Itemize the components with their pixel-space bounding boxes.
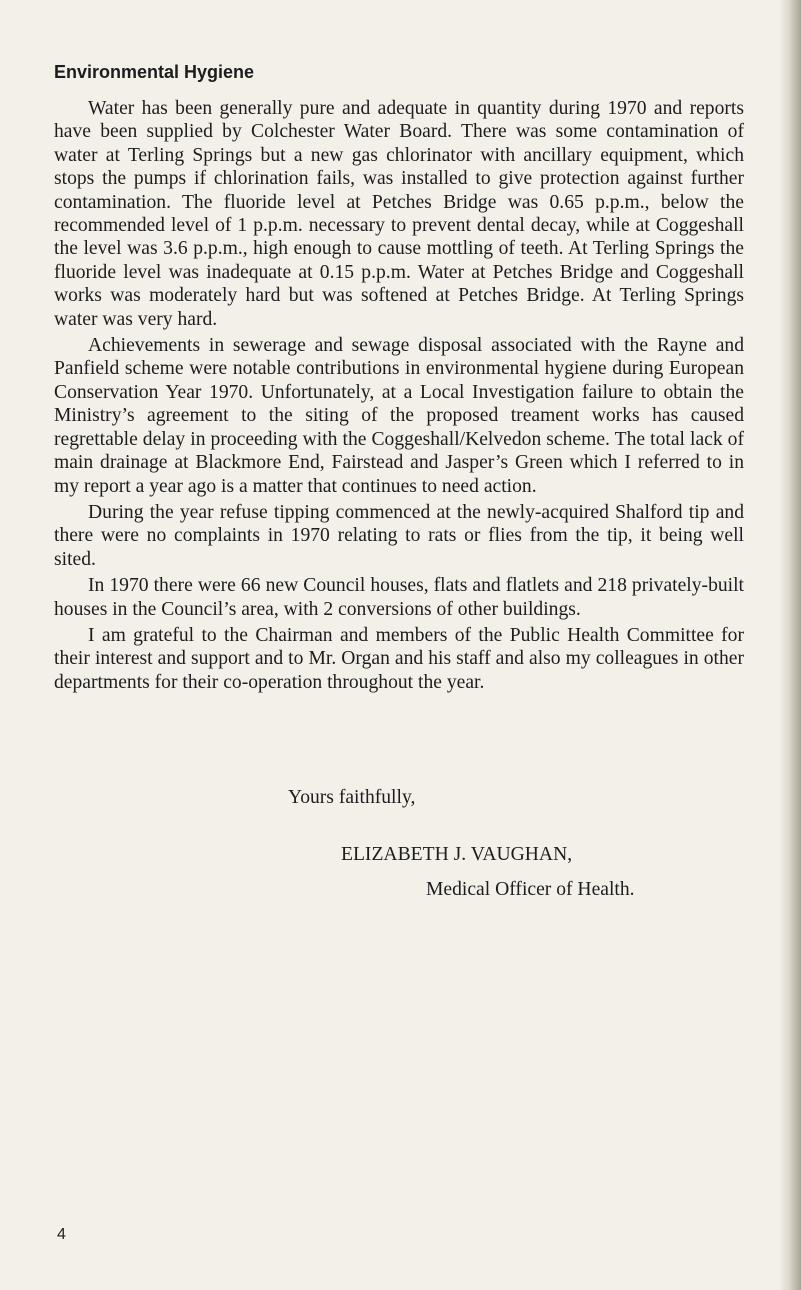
paragraph-water-supply: Water has been generally pure and adequate in quantity during 1970 and reports have been supplied by Colchester Water Board. There was some contamination of water at Terling Springs but a new gas chlorinator with ancillary equipment, which stops the pumps if chlorination fails, was installed to give protection against further contamination. The fluoride level at Petches Bridge was 0.65 p.p.m., below the recommended level of 1 p.p.m. necessary to prevent dental decay, while at Coggeshall the level was 3.6 p.p.m., high enough to cause mottling of teeth. At Terling Springs the fluoride level was inadequate at 0.15 p.p.m. Water at Petches Bridge and Coggeshall works was moderately hard but was softened at Petches Bridge. At Terling Springs water was very hard. [54, 98, 744, 330]
page-number: 4 [57, 1226, 66, 1243]
paragraph-acknowledgements: I am grateful to the Chairman and members of the Public Health Committee for their interest and support and to Mr. Organ and his staff and also my colleagues in other departments for their co-operation throughout the year. [54, 624, 744, 693]
paragraph-sewerage: Achievements in sewerage and sewage disposal associated with the Rayne and Panfield scheme were notable contributions in environmental hygiene during European Conservation Year 1970. Unfortunately, at a Local Investigation failure to obtain the Ministry’s agreement to the siting of the proposed treament works has caused regrettable delay in proceeding with the Coggeshall/Kelvedon scheme. The total lack of main drainage at Blackmore End, Fairstead and Jasper’s Green which I referred to in my report a year ago is a matter that continues to need action. [54, 335, 744, 497]
signatory-title: Medical Officer of Health. [426, 879, 635, 900]
section-heading: Environmental Hygiene [54, 62, 255, 82]
page-edge-shadow [779, 0, 801, 1290]
closing-salutation: Yours faithfully, [288, 787, 416, 808]
document-page [54, 60, 744, 697]
paragraph-housing: In 1970 there were 66 new Council houses, flats and flatlets and 218 privately-built houses in the Council’s area, with 2 conversions of other buildings. [54, 575, 744, 620]
paragraph-refuse-tipping: During the year refuse tipping commenced at the newly-acquired Shalford tip and there were no complaints in 1970 relating to rats or flies from the tip, it being well sited. [54, 501, 744, 570]
signatory-name: ELIZABETH J. VAUGHAN, [341, 844, 573, 865]
